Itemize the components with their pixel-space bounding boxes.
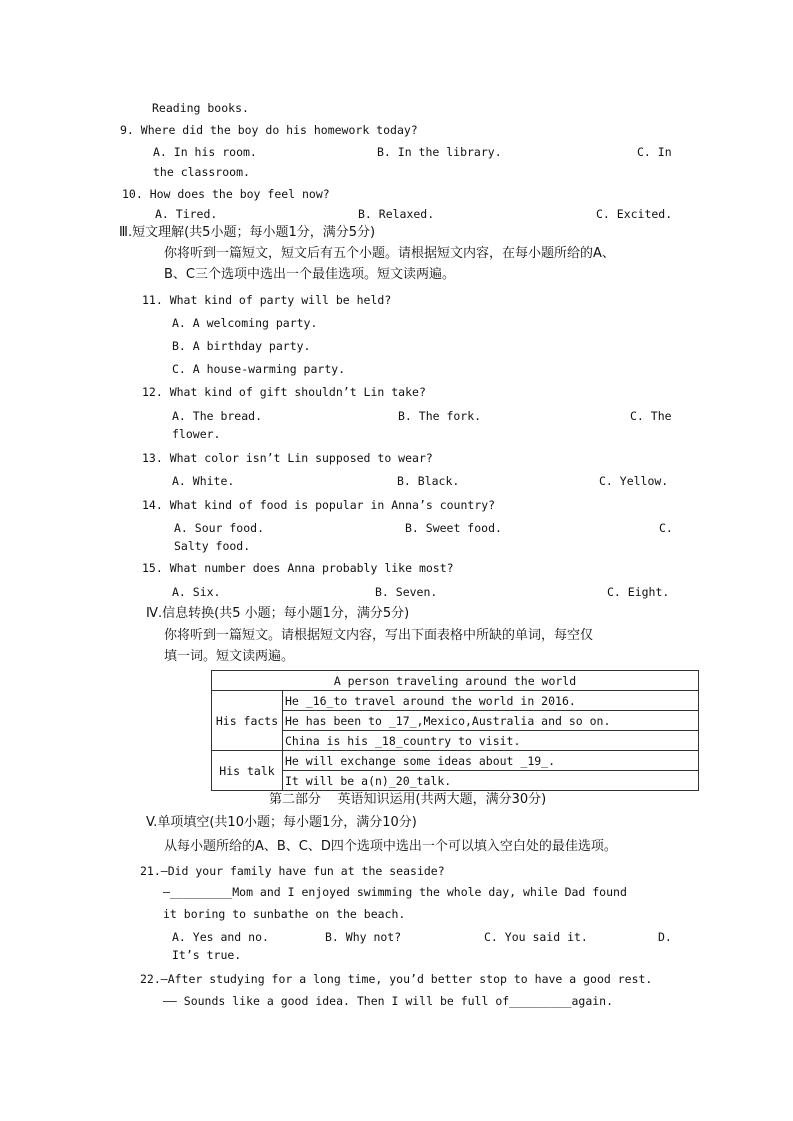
- option-9c-cont: the classroom.: [153, 165, 250, 179]
- option-11a: A. A welcoming party.: [172, 316, 318, 330]
- question-11: 11. What kind of party will be held?: [142, 293, 392, 307]
- option-15b: B. Seven.: [375, 585, 438, 599]
- table-cell: He will exchange some ideas about _19_.: [283, 751, 699, 771]
- option-21d-cont: It’s true.: [172, 948, 242, 962]
- option-21a: A. Yes and no.: [172, 930, 269, 944]
- table-title: A person traveling around the world: [212, 671, 699, 691]
- table-cell: It will be a(n)_20_talk.: [283, 771, 699, 791]
- option-21c: C. You said it.: [484, 930, 588, 944]
- option-13c: C. Yellow.: [599, 474, 669, 488]
- question-15: 15. What number does Anna probably like most?: [142, 561, 454, 575]
- table-cell: He _16_to travel around the world in 2016.: [283, 691, 699, 711]
- question-21: 21.—Did your family have fun at the seaside?: [140, 864, 445, 878]
- part-2-title: 第二部分 英语知识运用(共两大题，满分30分): [269, 792, 547, 807]
- table-cell: He has been to _17_,Mexico,Australia and so on.: [283, 711, 699, 731]
- option-9a: A. In his room.: [153, 145, 257, 159]
- option-21b: B. Why not?: [325, 930, 402, 944]
- question-21-reply-cont: it boring to sunbathe on the beach.: [163, 907, 406, 921]
- option-14b: B. Sweet food.: [405, 521, 502, 535]
- option-12a: A. The bread.: [172, 409, 263, 423]
- option-10a: A. Tired.: [155, 207, 218, 221]
- question-12: 12. What kind of gift shouldn’t Lin take?: [142, 385, 426, 399]
- section-3-title: Ⅲ.短文理解(共5小题；每小题1分，满分5分): [119, 225, 376, 240]
- table-cell: China is his _18_country to visit.: [283, 731, 699, 751]
- option-9c: C. In: [637, 145, 672, 159]
- option-10c: C. Excited.: [596, 207, 673, 221]
- section-4-title: Ⅳ.信息转换(共5 小题；每小题1分，满分5分): [146, 606, 410, 621]
- option-12b: B. The fork.: [398, 409, 482, 423]
- table-label-talk: His talk: [212, 751, 283, 791]
- option-14c-cont: Salty food.: [174, 539, 251, 553]
- section-3-desc-2: B、C三个选项中选出一个最佳选项。短文读两遍。: [164, 267, 455, 282]
- question-9: 9. Where did the boy do his homework today?: [120, 123, 418, 137]
- section-3-desc-1: 你将听到一篇短文，短文后有五个小题。请根据短文内容，在每小题所给的A、: [164, 246, 615, 261]
- question-10: 10. How does the boy feel now?: [122, 187, 330, 201]
- option-11b: B. A birthday party.: [172, 339, 311, 353]
- option-13a: A. White.: [172, 474, 235, 488]
- section-4-desc-1: 你将听到一篇短文。请根据短文内容，写出下面表格中所缺的单词，每空仅: [164, 628, 594, 643]
- option-14c: C.: [659, 521, 673, 535]
- section-5-desc: 从每小题所给的A、B、C、D四个选项中选出一个可以填入空白处的最佳选项。: [164, 839, 617, 854]
- option-12c: C. The: [630, 409, 672, 423]
- option-13b: B. Black.: [397, 474, 460, 488]
- section-5-title: V.单项填空(共10小题；每小题1分，满分10分): [146, 815, 417, 830]
- question-21-reply: —_________Mom and I enjoyed swimming the whole day, while Dad found: [163, 885, 627, 899]
- table-label-facts: His facts: [212, 691, 283, 751]
- option-15c: C. Eight.: [607, 585, 670, 599]
- option-21d: D.: [658, 930, 672, 944]
- option-11c: C. A house-warming party.: [172, 362, 346, 376]
- option-9b: B. In the library.: [377, 145, 502, 159]
- question-22: 22.—After studying for a long time, you’d better stop to have a good rest.: [140, 972, 653, 986]
- option-12c-cont: flower.: [172, 427, 221, 441]
- section-4-desc-2: 填一词。短文读两遍。: [164, 649, 295, 664]
- question-14: 14. What kind of food is popular in Anna’s country?: [142, 498, 496, 512]
- option-14a: A. Sour food.: [174, 521, 265, 535]
- question-22-reply: —— Sounds like a good idea. Then I will be full of_________again.: [163, 994, 614, 1008]
- option-15a: A. Six.: [172, 585, 221, 599]
- question-13: 13. What color isn’t Lin supposed to wear?: [142, 451, 433, 465]
- info-table: [211, 670, 699, 791]
- option-10b: B. Relaxed.: [358, 207, 435, 221]
- text-line: Reading books.: [152, 101, 249, 115]
